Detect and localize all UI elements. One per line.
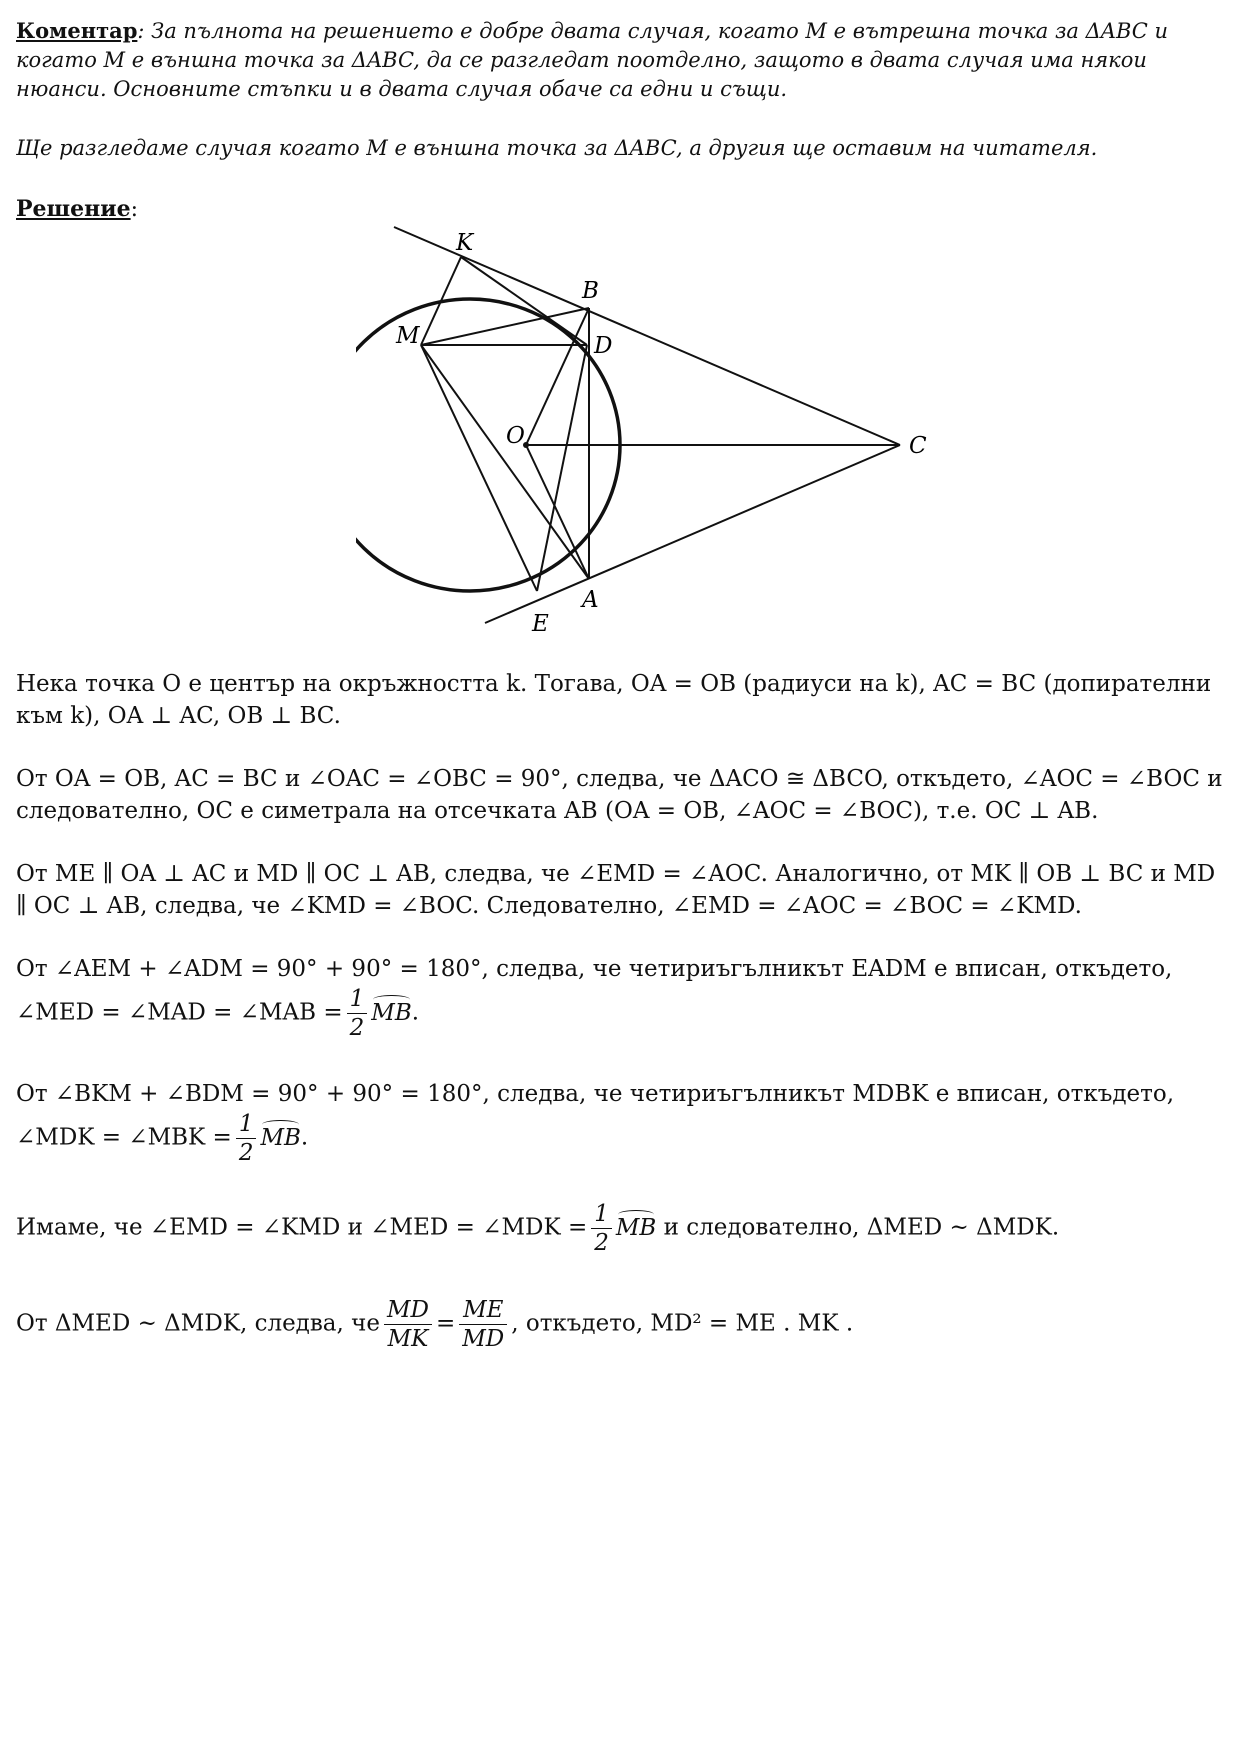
paragraph-3: От ME ∥ OA ⊥ AC и MD ∥ OC ⊥ AB, следва, че ∠EMD = ∠AOC. Аналогично, от MK ∥ OB ⊥ BC и MD ∥ OC ⊥ AB, следва, че ∠KMD = ∠BOC. Следователно, ∠EMD = ∠AOC = ∠BOC = ∠KMD.	[16, 861, 1216, 919]
arc-mb: MB	[371, 997, 411, 1029]
label-m: M	[396, 323, 420, 349]
fraction-md-mk-numerator: MD	[384, 1296, 432, 1325]
paragraph-2: От OA = OB, AC = BC и ∠OAC = ∠OBC = 90°, следва, че ΔACO ≅ ΔBCO, откъдето, ∠AOC = ∠BOC и следователно, OC е симетрала на отсечката AB (OA = OB, ∠AOC = ∠BOC), т.е. OC ⊥ AB.	[16, 766, 1223, 824]
segment-oa	[526, 445, 589, 579]
paragraph-7-start: От ΔMED ~ ΔMDK, следва, че	[16, 1310, 380, 1337]
paragraph-4-line-1: От ∠AEM + ∠ADM = 90° + 90° = 180°, следва, че четириъгълникът EADM е вписан, откъдето,	[16, 956, 1173, 982]
half-numerator: 1	[347, 985, 368, 1014]
paragraph-1: Нека точка O е център на окръжността k. Тогава, OA = OB (радиуси на k), AC = BC (допирателни към k), OA ⊥ AC, OB ⊥ BC.	[16, 671, 1212, 729]
paragraph-4	[16, 953, 1226, 1042]
tangent-line-eac	[485, 445, 900, 623]
half-denominator: 2	[594, 1230, 609, 1256]
segment-de	[537, 345, 587, 591]
comment-paragraph	[16, 16, 1226, 104]
segment-ob	[526, 308, 589, 445]
equation-med: ∠MED = ∠MAD = ∠MAB =	[16, 999, 343, 1026]
label-d: D	[594, 333, 613, 359]
label-k: K	[456, 230, 474, 256]
half-fraction	[236, 1110, 257, 1167]
arc-mb: MB	[616, 1212, 656, 1244]
paragraph-5	[16, 1078, 1226, 1167]
case-note: Ще разгледаме случая когато M е външна точка за ΔABC, а другия ще оставим на читателя.	[16, 136, 1098, 160]
half-fraction	[591, 1200, 612, 1257]
paragraph-6-end: и следователно, ΔMED ~ ΔMDK.	[663, 1214, 1060, 1241]
period: .	[300, 1124, 309, 1151]
paragraph-5-line-1: От ∠BKM + ∠BDM = 90° + 90° = 180°, следва, че четириъгълникът MDBK е вписан, откъдето,	[16, 1081, 1175, 1107]
label-c: C	[909, 433, 927, 459]
solution-heading: Решение	[16, 196, 131, 222]
solution-colon: :	[130, 197, 139, 222]
half-fraction	[347, 985, 368, 1042]
paragraph-7	[16, 1296, 1226, 1353]
fraction-md-mk	[384, 1296, 432, 1353]
fraction-md-mk-denominator: MK	[387, 1326, 429, 1352]
half-denominator: 2	[238, 1140, 254, 1166]
half-numerator: 1	[591, 1200, 612, 1229]
label-e: E	[532, 611, 549, 637]
paragraph-7-end: , откъдето, MD² = ME . MK .	[511, 1310, 854, 1337]
paragraph-5-line-2	[16, 1110, 1226, 1167]
arc-mb: MB	[260, 1122, 300, 1154]
equals-sign: =	[435, 1310, 456, 1337]
label-a: A	[582, 587, 599, 613]
period: .	[411, 999, 420, 1026]
fraction-me-md-numerator: ME	[459, 1296, 507, 1325]
label-o: O	[506, 423, 525, 449]
geometry-figure	[356, 220, 956, 640]
comment-text: : За пълнота на решението е добре двата случая, когато M е вътрешна точка за ΔABC и когато M е външна точка за ΔABC, да се разгледат поотделно, защото в двата случая има някои нюанси. Основните стъпки и в двата случая обаче са едни и същи.	[16, 19, 1169, 101]
fraction-me-md-denominator: MD	[462, 1326, 505, 1352]
equation-mdk: ∠MDK = ∠MBK =	[16, 1124, 232, 1151]
label-b: B	[582, 278, 599, 304]
solution-heading-line	[16, 196, 138, 222]
paragraph-6-start: Имаме, че ∠EMD = ∠KMD и ∠MED = ∠MDK =	[16, 1214, 588, 1241]
segment-mb	[421, 308, 589, 345]
segment-me	[421, 345, 537, 591]
paragraph-4-line-2	[16, 985, 1226, 1042]
half-numerator: 1	[236, 1110, 257, 1139]
half-denominator: 2	[349, 1015, 365, 1041]
comment-label: Коментар	[16, 18, 138, 43]
fraction-me-md	[459, 1296, 507, 1353]
paragraph-6	[16, 1200, 1226, 1257]
